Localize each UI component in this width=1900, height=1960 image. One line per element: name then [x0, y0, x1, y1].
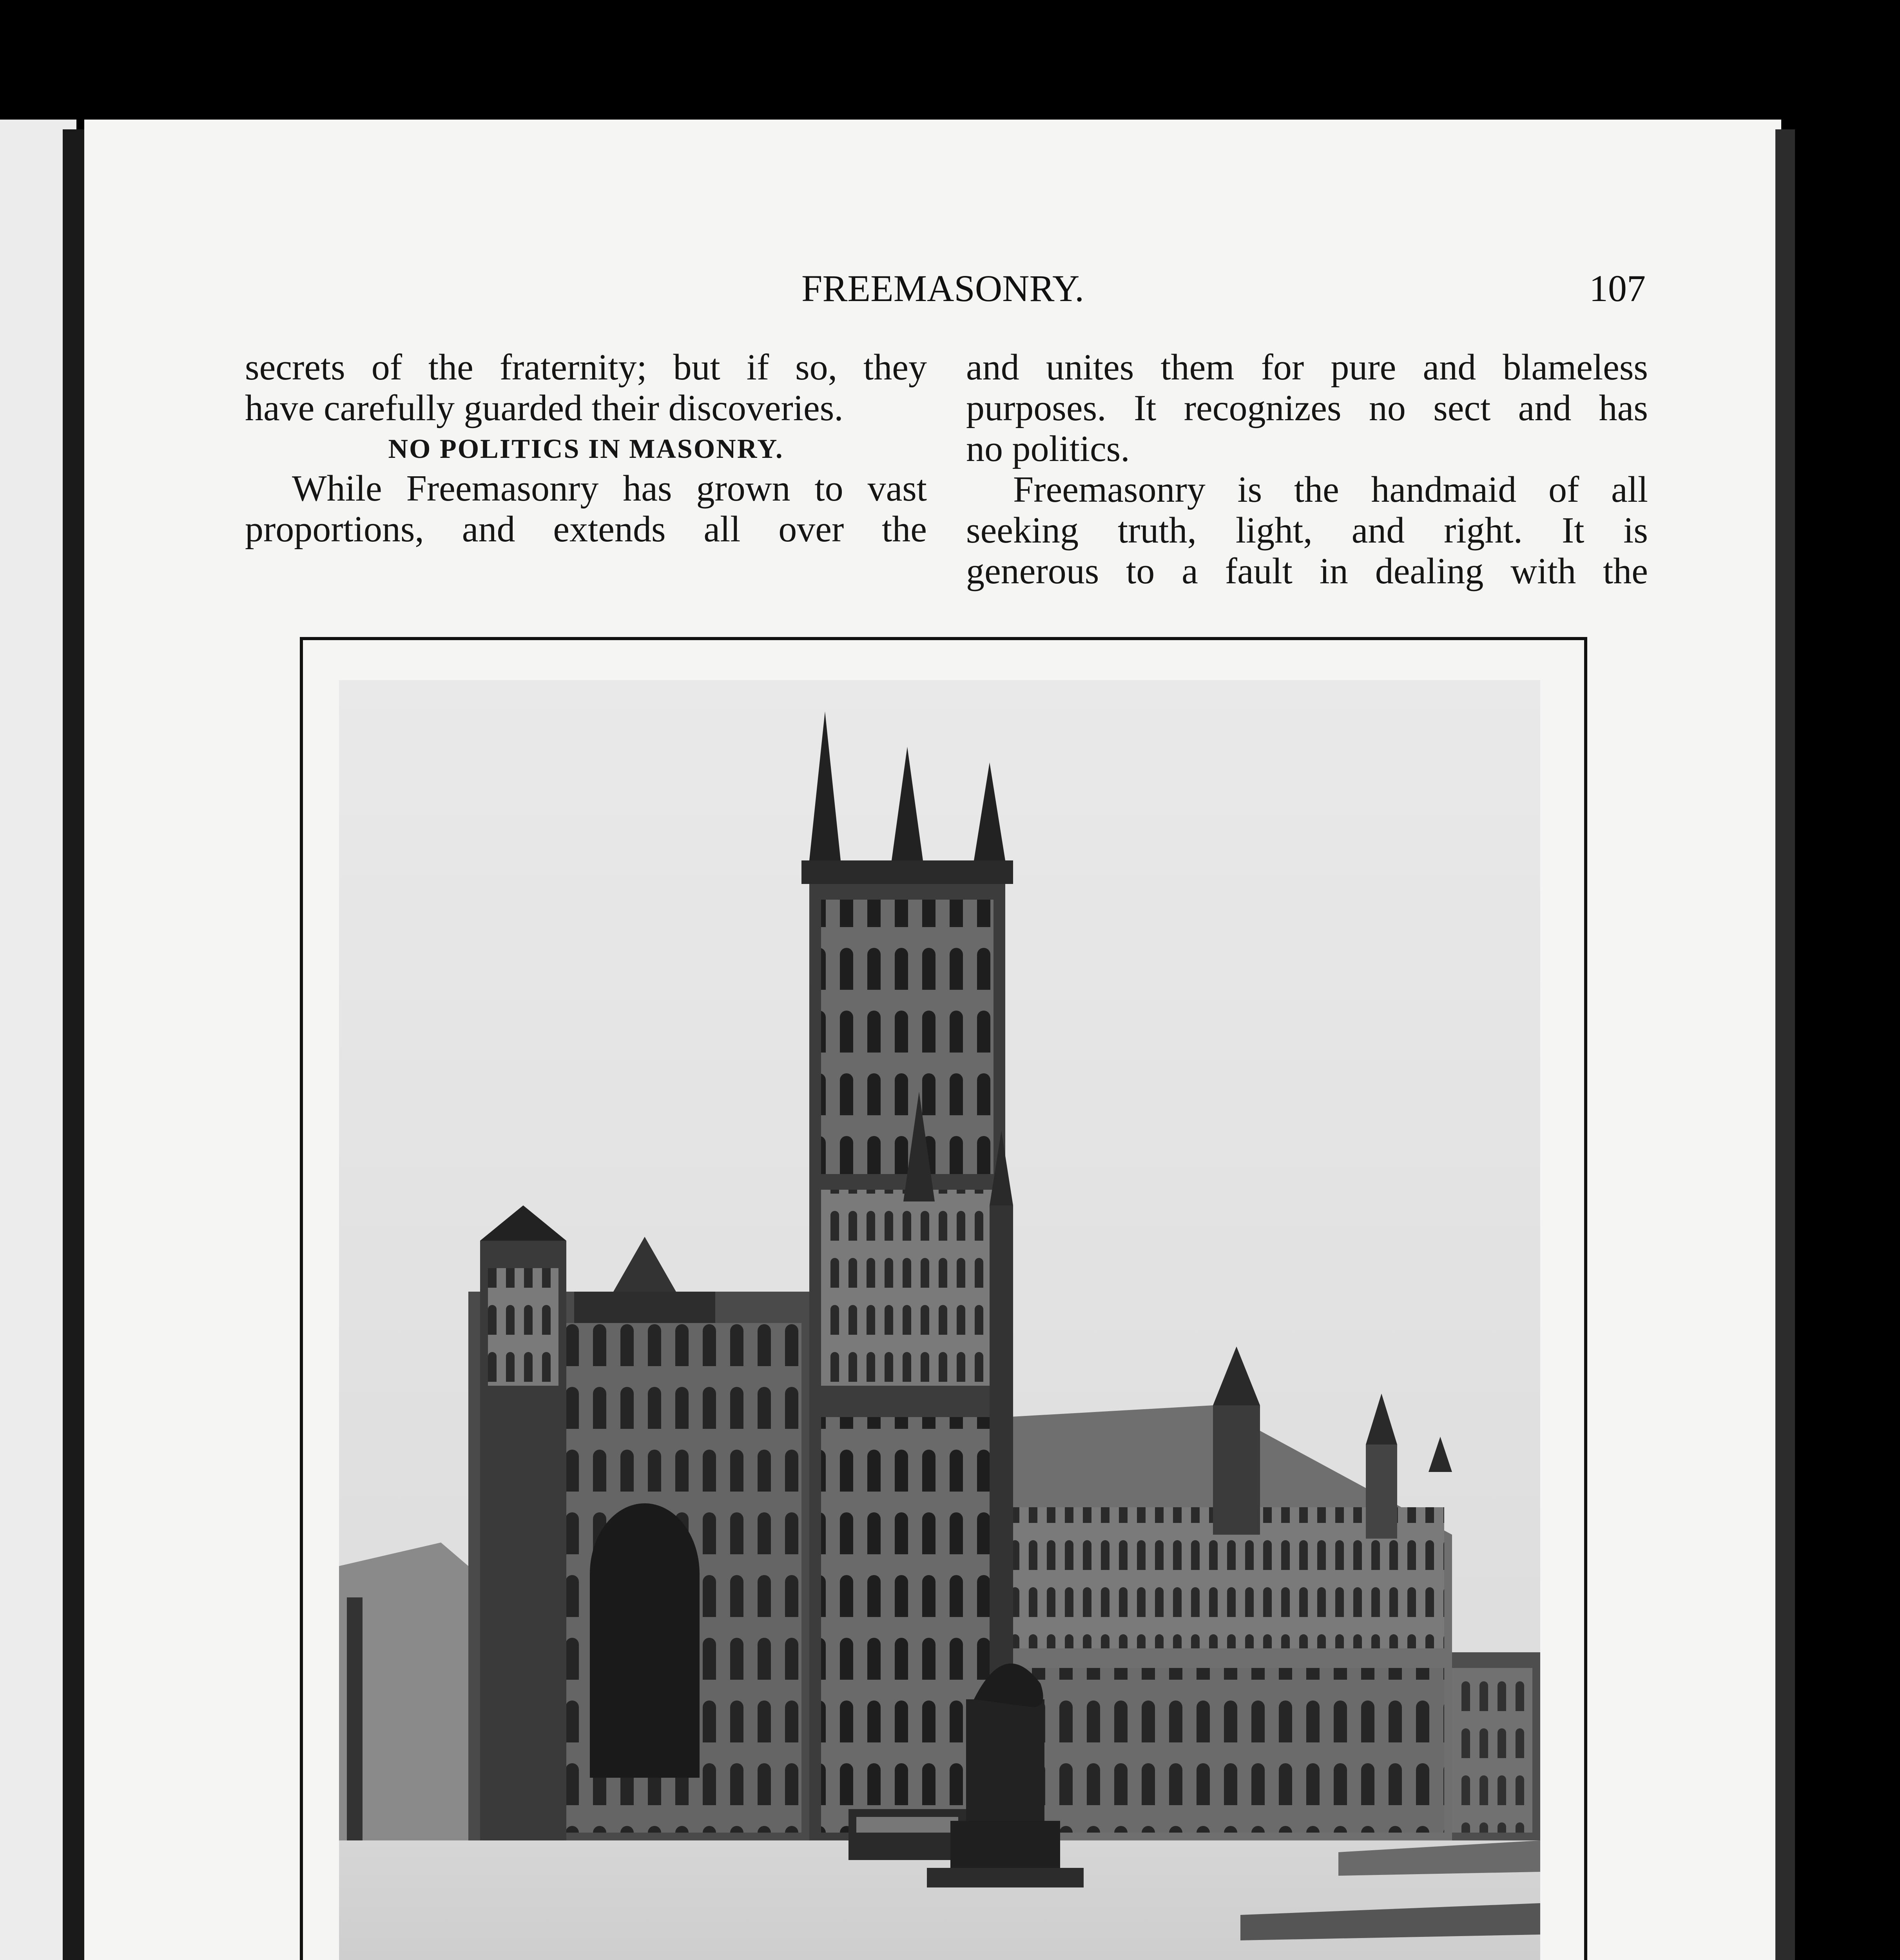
text-line: proportions, and extends all over the	[245, 509, 927, 550]
page-right-edge	[1775, 129, 1795, 1960]
text-line: secrets of the fraternity; but if so, they	[245, 347, 927, 388]
section-subheading: NO POLITICS IN MASONRY.	[388, 434, 784, 464]
page-number: 107	[1589, 267, 1646, 309]
text-line: generous to a fault in dealing with the	[966, 551, 1648, 592]
text-line: purposes. It recognizes no sect and has	[966, 388, 1648, 428]
text-line: seeking truth, light, and right. It is	[966, 510, 1648, 551]
book-spine	[63, 129, 84, 1960]
text-line: While Freemasonry has grown to vast	[292, 468, 927, 509]
text-line: no politics.	[966, 428, 1130, 469]
top-right-column	[966, 347, 1648, 592]
text-line: Freemasonry is the handmaid of all	[1013, 469, 1648, 510]
text-line: have carefully guarded their discoveries.	[245, 388, 843, 428]
text-line: and unites them for pure and blameless	[966, 347, 1648, 388]
masonic-temple-photo	[339, 680, 1540, 1960]
running-title: FREEMASONRY.	[801, 267, 1084, 309]
top-left-column	[245, 347, 927, 550]
